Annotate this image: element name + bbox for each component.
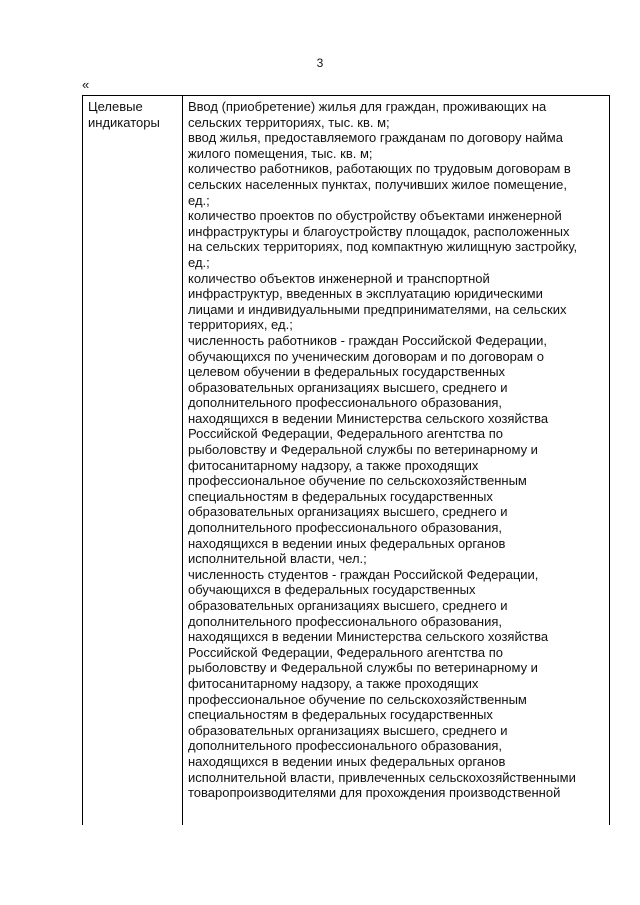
content-line: Российской Федерации, Федерального агентства по [188,426,503,442]
content-line: обучающихся по ученическим договорам и по договорам о [188,348,544,364]
content-line: ввод жилья, предоставляемого гражданам по договору найма [188,130,563,146]
content-line: на сельских территориях, под компактную жилищную застройку, [188,239,578,255]
content-line: территориях, ед.; [188,317,293,333]
content-line: находящихся в ведении Министерства сельского хозяйства [188,629,549,645]
content-line: фитосанитарному надзору, а также проходящих [188,457,479,473]
target-indicators-table [82,95,610,825]
content-line: профессиональное обучение по сельскохозяйственным [188,473,527,489]
content-line: дополнительного профессионального образования, [188,613,503,629]
content-line: рыболовству и Федеральной службы по ветеринарному и [188,442,538,458]
content-line: образовательных организациях высшего, среднего и [188,598,508,613]
content-line: находящихся в ведении иных федеральных органов [188,535,506,551]
content-line: целевом обучении в федеральных государственных [188,364,506,380]
content-line: Российской Федерации, Федерального агентства по [188,644,503,660]
content-line: инфраструктуры и благоустройству площадок, расположенных [188,223,570,239]
content-line: Ввод (приобретение) жилья для граждан, проживающих на [188,99,547,114]
content-line: товаропроизводителями для прохождения производственной [188,785,561,801]
content-line: количество проектов по обустройству объектами инженерной [188,208,562,224]
content-line: рыболовству и Федеральной службы по ветеринарному и [188,660,538,676]
content-line: численность студентов - граждан Российской Федерации, [188,566,539,582]
content-line: сельских населенных пунктах, получивших жилое помещение, [188,176,567,192]
table-label-cell [83,96,183,825]
content-line: численность работников - граждан Российской Федерации, [188,332,548,348]
label-line: Целевые [88,99,143,114]
content-line: дополнительного профессионального образования, [188,395,503,411]
content-line: фитосанитарному надзору, а также проходящих [188,675,479,691]
content-line: профессиональное обучение по сельскохозяйственным [188,691,527,707]
table-content-cell [183,96,609,825]
content-line: дополнительного профессионального образования, [188,520,503,536]
opening-quote-mark: « [82,77,90,92]
content-line: ед.; [188,254,210,270]
content-line: количество объектов инженерной и транспортной [188,270,490,286]
content-line: образовательных организациях высшего, среднего и [188,504,508,520]
content-line: сельских территориях, тыс. кв. м; [188,114,390,130]
content-line: лицами и индивидуальными предпринимателями, на сельских [188,301,567,317]
content-line: дополнительного профессионального образования, [188,738,503,754]
page-number: 3 [316,56,324,70]
content-line: исполнительной власти, чел.; [188,551,367,567]
content-line: находящихся в ведении иных федеральных органов [188,753,506,769]
content-line: жилого помещения, тыс. кв. м; [188,145,373,161]
content-line: специальностям в федеральных государственных [188,707,493,723]
content-line: инфраструктур, введенных в эксплуатацию юридическими [188,286,543,302]
content-line: количество работников, работающих по трудовым договорам в [188,161,571,177]
content-line: образовательных организациях высшего, среднего и [188,379,508,395]
content-line: ед.; [188,192,210,208]
content-line: исполнительной власти, привлеченных сельскохозяйственными [188,769,576,785]
content-line: специальностям в федеральных государственных [188,488,493,504]
content-line: находящихся в ведении Министерства сельского хозяйства [188,410,549,426]
content-line: обучающихся в федеральных государственных [188,582,476,598]
content-line: образовательных организациях высшего, среднего и [188,722,508,738]
label-line: индикаторы [88,114,160,130]
